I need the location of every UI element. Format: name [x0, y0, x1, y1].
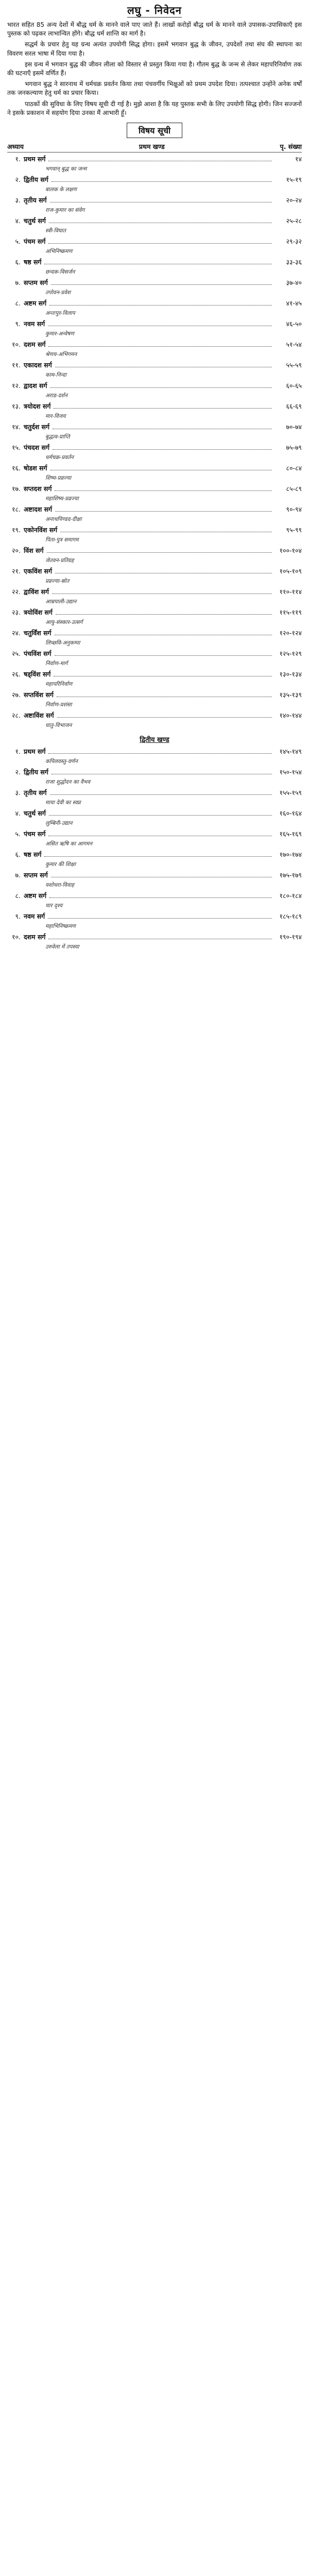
toc-entry-line — [7, 711, 302, 721]
toc-entry-name: चतुर्दश सर्ग — [24, 423, 50, 431]
toc-entry-description: अनाथपिण्डद-दीक्षा — [45, 516, 82, 523]
toc-entry-page: १२०-१२४ — [279, 629, 302, 637]
toc-entry-page: ७५-७९ — [286, 444, 302, 452]
toc-entry — [7, 299, 302, 319]
toc-entry-line — [7, 768, 302, 778]
toc-entry-number: २७. — [12, 691, 21, 699]
toc-dot-leader — [55, 490, 272, 491]
toc-entry — [7, 402, 302, 422]
toc-entry-page: १६५-१६९ — [279, 830, 302, 838]
toc-dot-leader — [57, 717, 272, 718]
toc-entry — [7, 361, 302, 381]
toc-entry-page: ३७-४० — [286, 279, 302, 287]
toc-entry-line — [7, 933, 302, 943]
toc-entry-line — [7, 299, 302, 309]
toc-entry-number: २८. — [12, 711, 21, 720]
toc-entry-name: दशम सर्ग — [24, 933, 46, 941]
toc-entry-description: राजा शुद्धोदन का वैभव — [45, 779, 91, 786]
toc-dot-leader — [48, 753, 272, 754]
intro-paragraph: भारत सहित 85 अन्य देशों में बौद्ध धर्म के मानने वाले पाए जाते हैं। लाखों करोड़ों बौद्ध धर्म के मानने वाले उपासक-उपासिकाएँ इस पुस्तक को पढ़कर लाभान्वित होंगे। बौद्ध धर्म शान्ति का मार्ग है। — [7, 21, 302, 38]
toc-entry — [7, 196, 302, 216]
toc-entry-name: सप्तदश सर्ग — [24, 485, 52, 493]
toc-entry-name: षष्ठ सर्ग — [24, 258, 42, 266]
toc-dot-leader — [53, 449, 272, 450]
toc-entry-line — [7, 690, 302, 701]
toc-entry — [7, 933, 302, 953]
toc-entry-number: ६. — [15, 851, 21, 859]
toc-entry-description: छन्दक-विसर्जन — [45, 269, 75, 276]
toc-entry-description: लिच्छवि-अनुकम्पा — [45, 640, 80, 647]
toc-entry — [7, 258, 302, 278]
toc-entry-description: प्रव्रज्या-स्रोत — [45, 578, 70, 585]
toc-entry — [7, 690, 302, 711]
toc-entry-number: १४. — [12, 423, 21, 431]
toc-entry-name: चतुर्थ सर्ग — [24, 217, 46, 225]
toc-entry-description: निर्वाण-प्रशंसा — [45, 702, 72, 708]
toc-heading: विषय सूची — [127, 123, 182, 138]
intro-paragraph: पाठकों की सुविधा के लिए विषय सूची दी गई है। मुझे आशा है कि यह पुस्तक सभी के लिए उपयोगी सिद्ध होगी। जिन सज्जनों ने इसके प्रकाशन में सहयोग दिया उनका मैं आभारी हूँ। — [7, 100, 302, 116]
toc-entry-line — [7, 464, 302, 474]
toc-entry-page: ९५-९९ — [286, 526, 302, 534]
toc-entry-description: कुमार की शिक्षा — [45, 861, 76, 868]
toc-entry — [7, 670, 302, 690]
toc-entry-number: ६. — [15, 258, 21, 266]
toc-dot-leader — [48, 243, 272, 244]
toc-entry-page: १२५-१२९ — [279, 650, 302, 658]
toc-entry-line — [7, 155, 302, 165]
toc-entry-name: प्रथम सर्ग — [24, 748, 46, 756]
toc-entry — [7, 871, 302, 891]
toc-entry-page: ६६-६९ — [286, 402, 302, 411]
toc-entry-line — [7, 587, 302, 598]
toc-entry-line — [7, 788, 302, 799]
toc-dot-leader — [49, 305, 272, 306]
toc-entry — [7, 850, 302, 871]
toc-entry — [7, 464, 302, 484]
toc-dot-leader — [48, 346, 272, 347]
toc-entry — [7, 629, 302, 649]
toc-entry — [7, 711, 302, 732]
toc-entry-line — [7, 505, 302, 515]
col-chapter: अध्याय — [7, 143, 24, 151]
toc-entry-page: १०५-१०९ — [279, 567, 302, 575]
toc-entry-name: नवम सर्ग — [24, 912, 45, 921]
toc-entry — [7, 649, 302, 670]
toc-entry-page: ८५-८९ — [286, 485, 302, 493]
toc-entry-line — [7, 237, 302, 247]
toc-entry — [7, 340, 302, 361]
toc-entry-description: भगवान् बुद्ध का जन्म — [45, 166, 87, 173]
toc-entry-line — [7, 196, 302, 206]
toc-entry-number: १५. — [12, 444, 21, 452]
toc-entry-description: कपिलवस्तु-वर्णन — [45, 758, 78, 765]
toc-entry-line — [7, 670, 302, 680]
toc-entry-page: ११५-११९ — [279, 608, 302, 617]
toc-entry-page: ११०-११४ — [279, 588, 302, 596]
toc-entry-page: १८०-१८४ — [279, 892, 302, 900]
toc-entry-page: १८५-१८९ — [279, 912, 302, 921]
toc-entry-line — [7, 361, 302, 371]
toc-entry-description: अभिनिष्क्रमण — [45, 248, 73, 255]
toc-entry-number: १०. — [12, 341, 21, 349]
toc-entry-description: तपोवन-प्रवेश — [45, 290, 71, 296]
toc-entry — [7, 278, 302, 299]
toc-entry-description: माया देवी का स्वप्न — [45, 800, 81, 806]
toc-entry-line — [7, 443, 302, 453]
toc-entry-name: नवम सर्ग — [24, 320, 45, 328]
toc-entry-page: १९०-१९४ — [279, 933, 302, 941]
toc-entry-description: काम-निन्दा — [45, 372, 66, 379]
toc-entry-number: १. — [15, 155, 21, 163]
toc-entry-line — [7, 747, 302, 757]
toc-dot-leader — [56, 614, 272, 615]
toc-entry-page: १४०-१४४ — [279, 711, 302, 720]
toc-entry-line — [7, 567, 302, 577]
toc-entry-page: १००-१०४ — [279, 547, 302, 555]
toc-dot-leader — [50, 794, 272, 795]
toc-dot-leader — [55, 655, 272, 656]
toc-entry-description: धर्मचक्र-प्रवर्तन — [45, 454, 74, 461]
toc-entry-number: २३. — [12, 608, 21, 617]
toc-entry-name: चतुर्थ सर्ग — [24, 809, 46, 818]
toc-entry-line — [7, 608, 302, 618]
toc-entry-name: षोडश सर्ग — [24, 464, 47, 472]
toc-entry-line — [7, 381, 302, 392]
toc-entry-name: विंश सर्ग — [24, 547, 44, 555]
toc-entry-line — [7, 422, 302, 433]
toc-entry — [7, 829, 302, 850]
toc-entry-number: १. — [15, 748, 21, 756]
toc-entry-number: २१. — [12, 567, 21, 575]
col-page: पृ. संख्या — [280, 143, 302, 151]
toc-entry-page: ४१-४५ — [286, 299, 302, 308]
toc-entry-name: सप्तविंश सर्ग — [24, 691, 54, 699]
toc-entry-name: पंचम सर्ग — [24, 830, 46, 838]
toc-dot-leader — [52, 181, 272, 182]
toc-entry — [7, 381, 302, 402]
toc-entry-number: १७. — [12, 485, 21, 493]
toc-entry-name: अष्टादश सर्ग — [24, 505, 53, 514]
toc-entry-page: १३५-१३९ — [279, 691, 302, 699]
toc-entry-name: त्रयोविंश सर्ग — [24, 608, 53, 617]
toc-entry-name: चतुर्विंश सर्ग — [24, 629, 52, 637]
toc-entry-name: द्वादश सर्ग — [24, 382, 47, 390]
toc-entry-page: १६०-१६४ — [279, 809, 302, 818]
toc-entry-line — [7, 629, 302, 639]
toc-entry-number: १०. — [12, 933, 21, 941]
toc-entry-page: १३०-१३४ — [279, 670, 302, 679]
toc-entry-name: अष्टाविंश सर्ग — [24, 711, 54, 720]
toc-entry-name: षष्ठ सर्ग — [24, 851, 42, 859]
toc-entry-name: षड्विंश सर्ग — [24, 670, 51, 679]
toc-entry — [7, 567, 302, 587]
toc-entry-line — [7, 829, 302, 840]
toc-entry-number: ९. — [15, 912, 21, 921]
toc-entry-number: २२. — [12, 588, 21, 596]
toc-entry-page: ६०-६५ — [286, 382, 302, 390]
toc-entry-description: जेतवन-प्रतिग्रह — [45, 557, 74, 564]
toc-entry-description: श्रेणय-अभिगमन — [45, 351, 77, 358]
toc-dot-leader — [48, 918, 272, 919]
toc-entry — [7, 608, 302, 629]
toc-entry-page: १५०-१५४ — [279, 768, 302, 776]
toc-entry-description: उरुवेला में तपस्या — [45, 944, 79, 951]
toc-entry-page: २५-२८ — [286, 217, 302, 225]
toc-entry — [7, 768, 302, 788]
toc-entry-number: १२. — [12, 382, 21, 390]
toc-entry-name: सप्तम सर्ग — [24, 871, 48, 879]
toc-entry-line — [7, 526, 302, 536]
toc-entry — [7, 747, 302, 768]
toc-dot-leader — [47, 552, 272, 553]
toc-entry-page: ५५-५९ — [286, 361, 302, 369]
intro-paragraph: सद्धर्म के प्रचार हेतु यह ग्रन्थ अत्यंत उपयोगी सिद्ध होगा। इसमें भगवान बुद्ध के जीवन, उपदेशों तथा संघ की स्थापना का विवरण सरल भाषा में दिया गया है। — [7, 41, 302, 57]
toc-entry-number: ९. — [15, 320, 21, 328]
toc-entry-line — [7, 278, 302, 289]
toc-entry-page: १७५-१७९ — [279, 871, 302, 879]
toc-entry-description: यशोधरा-विवाह — [45, 882, 74, 889]
toc-entry-name: तृतीय सर्ग — [24, 789, 47, 797]
toc-entry-description: मार-विजय — [45, 413, 66, 420]
toc-entry-page: २९-३२ — [286, 238, 302, 246]
toc-entry-number: १६. — [12, 464, 21, 472]
toc-entry-page: ९०-९४ — [286, 505, 302, 514]
toc-entry-name: पंचम सर्ग — [24, 238, 46, 246]
toc-entry-name: एकोनविंश सर्ग — [24, 526, 58, 534]
toc-entry-description: बालक के लक्षण — [45, 187, 77, 193]
toc-entry-number: ४. — [15, 217, 21, 225]
toc-entry-description: पिता-पुत्र समागम — [45, 537, 79, 544]
intro-paragraph: इस ग्रन्थ में भगवान बुद्ध की जीवन लीला को विस्तार से प्रस्तुत किया गया है। गौतम बुद्ध के जन्म से लेकर महापरिनिर्वाण तक की घटनाएँ इसमें वर्णित हैं। — [7, 60, 302, 77]
toc-dot-leader — [49, 897, 272, 898]
toc-entry-name: पंचदश सर्ग — [24, 444, 50, 452]
toc-entry-number: ७. — [15, 279, 21, 287]
toc-entry-name: द्वितीय सर्ग — [24, 768, 48, 776]
toc-entry-line — [7, 484, 302, 495]
toc-entry-description: अन्तःपुर-विलाप — [45, 310, 75, 317]
toc-entry — [7, 237, 302, 258]
toc-entry-number: २४. — [12, 629, 21, 637]
toc-entry-line — [7, 649, 302, 659]
toc-entry-description: स्त्री-विघात — [45, 228, 66, 234]
toc-entry — [7, 546, 302, 567]
toc-entry-number: ११. — [12, 361, 21, 369]
toc-entry-number: २०. — [12, 547, 21, 555]
toc-entry — [7, 526, 302, 546]
toc-entry-description: चार दृश्य — [45, 903, 63, 909]
toc-entry-name: अष्टम सर्ग — [24, 892, 47, 900]
toc-dot-leader — [50, 387, 272, 388]
toc-entry-number: २६. — [12, 670, 21, 679]
toc-entry-description: महाभिनिष्क्रमण — [45, 923, 76, 930]
toc-entry-number: २५. — [12, 650, 21, 658]
toc-entry-name: सप्तम सर्ग — [24, 279, 48, 287]
toc-entry-name: त्रयोदश सर्ग — [24, 402, 51, 411]
toc-entry-number: ४. — [15, 809, 21, 818]
toc-dot-leader — [49, 815, 272, 816]
toc-entry-description: लुम्बिनी-उद्यान — [45, 820, 73, 827]
toc-entry-line — [7, 850, 302, 860]
toc-entry-description: निर्वाण-मार्ग — [45, 660, 68, 667]
intro-section — [7, 21, 302, 117]
toc-entry-description: महाशिष्य-प्रव्रज्या — [45, 496, 79, 502]
toc-entry-line — [7, 258, 302, 268]
toc-entry — [7, 155, 302, 175]
toc-entry-name: एकादश सर्ग — [24, 361, 52, 369]
toc-entry-description: आम्रपाली-उद्यान — [45, 599, 77, 605]
toc-heading-box — [7, 123, 302, 138]
toc-entry — [7, 216, 302, 237]
toc-entry-name: एकविंश सर्ग — [24, 567, 53, 575]
toc-entry-page: २०-२४ — [286, 196, 302, 205]
toc-entry-line — [7, 809, 302, 819]
toc-entry-page: १५-१९ — [286, 176, 302, 184]
page-title: लघु - निवेदन — [127, 4, 182, 16]
toc-entry-name: तृतीय सर्ग — [24, 196, 47, 205]
toc-part-title: द्वितीय खण्ड — [140, 736, 169, 744]
intro-paragraph: भगवान बुद्ध ने सारनाथ में धर्मचक्र प्रवर्तन किया तथा पंचवर्गीय भिक्षुओं को प्रथम उपदेश दिया। तत्पश्चात उन्होंने अनेक वर्षों तक जनकल्याण हेतु धर्म का प्रचार किया। — [7, 80, 302, 97]
toc-entry-name: द्वितीय सर्ग — [24, 176, 48, 184]
toc-entry-number: ८. — [15, 892, 21, 900]
toc-entry-description: कुमार-अन्वेषण — [45, 331, 74, 337]
col-part: प्रथम खण्ड — [139, 143, 165, 151]
toc-entry — [7, 175, 302, 196]
toc-entry-number: २. — [15, 768, 21, 776]
toc-entry-page: ३३-३६ — [286, 258, 302, 266]
toc-entry-page: १४५-१४९ — [279, 748, 302, 756]
toc-entry-description: धातु-विभाजन — [45, 722, 72, 729]
toc-entry-page: १४ — [295, 155, 302, 163]
toc-list — [7, 155, 302, 953]
toc-entry-line — [7, 546, 302, 556]
toc-entry-description: असित ऋषि का आगमन — [45, 841, 93, 848]
toc-entry-number: १८. — [12, 505, 21, 514]
toc-entry-name: अष्टम सर्ग — [24, 299, 47, 308]
toc-entry — [7, 788, 302, 809]
toc-entry-description: अराड-दर्शन — [45, 393, 67, 399]
toc-entry-description: शिष्य-प्रव्रज्या — [45, 475, 72, 482]
toc-entry-page: १७०-१७४ — [279, 851, 302, 859]
toc-entry-number: ५. — [15, 830, 21, 838]
toc-entry-number: १३. — [12, 402, 21, 411]
toc-dot-leader — [44, 856, 272, 857]
toc-entry-line — [7, 340, 302, 350]
toc-entry — [7, 484, 302, 505]
toc-entry — [7, 319, 302, 340]
toc-entry-description: राज-कुमार का संवेग — [45, 207, 85, 214]
toc-entry-line — [7, 175, 302, 185]
toc-entry-number: २. — [15, 176, 21, 184]
toc-entry-number: ७. — [15, 871, 21, 879]
toc-entry-page: १५५-१५९ — [279, 789, 302, 797]
toc-entry-line — [7, 402, 302, 412]
toc-entry-name: प्रथम सर्ग — [24, 155, 46, 163]
toc-entry — [7, 587, 302, 608]
toc-entry — [7, 443, 302, 464]
toc-entry-name: द्वाविंश सर्ग — [24, 588, 49, 596]
toc-entry — [7, 912, 302, 933]
toc-entry-number: ३. — [15, 196, 21, 205]
toc-dot-leader — [54, 408, 272, 409]
toc-entry-page: ७०-७४ — [286, 423, 302, 431]
toc-entry — [7, 891, 302, 912]
toc-entry-line — [7, 216, 302, 227]
toc-entry — [7, 422, 302, 443]
toc-entry — [7, 505, 302, 526]
toc-entry-page: ४६-५० — [286, 320, 302, 328]
toc-entry-line — [7, 891, 302, 902]
toc-column-headers — [7, 142, 302, 152]
toc-entry-line — [7, 871, 302, 881]
toc-entry-name: दशम सर्ग — [24, 341, 46, 349]
toc-entry — [7, 809, 302, 829]
toc-entry-description: महापरिनिर्वाण — [45, 681, 73, 688]
toc-entry-number: ३. — [15, 789, 21, 797]
toc-entry-description: आयु-संस्कार-उत्सर्ग — [45, 619, 83, 626]
toc-entry-number: ८. — [15, 299, 21, 308]
toc-dot-leader — [51, 284, 272, 285]
toc-entry-line — [7, 319, 302, 330]
toc-entry-name: पंचविंश सर्ग — [24, 650, 52, 658]
toc-dot-leader — [55, 511, 272, 512]
title-wrap — [7, 3, 302, 21]
toc-entry-number: ५. — [15, 238, 21, 246]
toc-entry-description: बुद्धत्व-प्राप्ति — [45, 434, 70, 440]
toc-entry-number: १९. — [12, 526, 21, 534]
toc-entry-page: ८०-८४ — [286, 464, 302, 472]
toc-entry-line — [7, 912, 302, 922]
toc-entry-page: ५१-५४ — [286, 341, 302, 349]
